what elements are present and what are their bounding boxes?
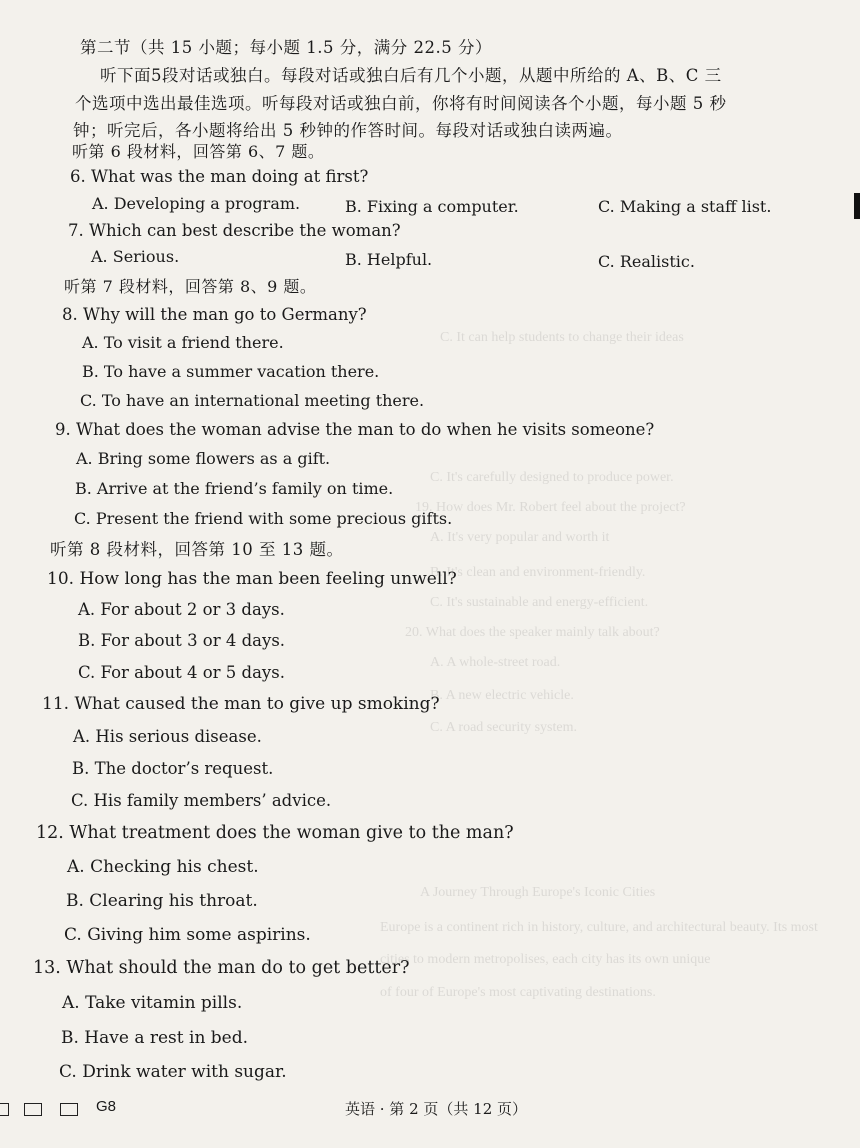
instruction-line-2: 个选项中选出最佳选项。听每段对话或独白前，你将有时间阅读各个小题，每小题 5 秒	[75, 94, 727, 113]
exam-page: C. It can help students to change their ideas C. It's carefully designed to produce power. 19. How does Mr. Robert feel about the project? A. It's very popular and worth it B. It's clean and environment-friendly. C. It's sustainable and energy-efficient. 20. What does the speaker mainly talk about? A. A whole-street road. B. A new electric vehicle. C. A road security system. A Journey Through Europe's Iconic Cities Europe is a continent rich in history, culture, and architectural beauty. Its most cities to modern metropolises, each city has its own unique of four of Europe's most captivating destinations. 第二节（共 15 小题；每小题 1.5 分，满分 22.5 分） 听下面5段对话或独白。每段对话或独白后有几个小题，从题中所给的 A、B、C 三 个选项中选出最佳选项。听每段对话或独白前，你将有时间阅读各个小题，每小题 5 秒 钟；听完后，各小题将给出 5 秒钟的作答时间。每段对话或独白读两遍。 听第 6 段材料，回答第 6、7 题。 6. What was the man doing at first? A. Developing a program. B. Fixing a computer. C. Making a staff list. 7. Which can best describe the woman? A. Serious. B. Helpful. C. Realistic. 听第 7 段材料，回答第 8、9 题。 8. Why will the man go to Germany? A. To visit a friend there. B. To have a summer vacation there. C. To have an international meeting there. 9. What does the woman advise the man to do when he visits someone? A. Bring some flowers as a gift. B. Arrive at the friend’s family on time. C. Present the friend with some precious gifts. 听第 8 段材料，回答第 10 至 13 题。 10. How long has the man been feeling unwell? A. For about 2 or 3 days. B. For about 3 or 4 days. C. For about 4 or 5 days. 11. What caused the man to give up smoking? A. His serious disease. B. The doctor’s request. C. His family members’ advice. 12. What treatment does the woman give to the man? A. Checking his chest. B. Clearing his throat. C. Giving him some aspirins. 13. What should the man do to get better? A. Take vitamin pills. B. Have a rest in bed. C. Drink water with sugar. G8 英语 · 第 2 页（共 12 页）	[0, 0, 860, 1148]
option-b[interactable]: B. Clearing his throat.	[66, 891, 258, 911]
group-label: 听第 6 段材料，回答第 6、7 题。	[72, 142, 325, 161]
option-a[interactable]: A. To visit a friend there.	[82, 333, 284, 352]
option-c[interactable]: C. For about 4 or 5 days.	[78, 663, 285, 682]
option-a[interactable]: A. Serious.	[91, 247, 180, 266]
option-b[interactable]: B. Have a rest in bed.	[61, 1028, 249, 1048]
option-b[interactable]: B. Helpful.	[345, 250, 433, 269]
option-a[interactable]: A. Checking his chest.	[67, 857, 259, 877]
question-stem: 6. What was the man doing at first?	[70, 167, 369, 186]
question-stem: 9. What does the woman advise the man to do when he visits someone?	[55, 420, 655, 439]
question-stem: 7. Which can best describe the woman?	[68, 221, 401, 240]
answer-box	[24, 1103, 42, 1116]
instruction-line-1: 听下面5段对话或独白。每段对话或独白后有几个小题，从题中所给的 A、B、C 三	[100, 66, 722, 85]
section-title: 第二节（共 15 小题；每小题 1.5 分，满分 22.5 分）	[80, 38, 492, 57]
question-stem: 13. What should the man do to get better?	[33, 958, 410, 978]
group-label: 听第 8 段材料，回答第 10 至 13 题。	[50, 540, 344, 559]
question-stem: 8. Why will the man go to Germany?	[62, 305, 367, 324]
option-b[interactable]: B. Arrive at the friend’s family on time.	[75, 479, 394, 498]
option-b[interactable]: B. The doctor’s request.	[72, 759, 274, 778]
answer-box	[60, 1103, 78, 1116]
option-b[interactable]: B. For about 3 or 4 days.	[78, 631, 286, 650]
page-number: 英语 · 第 2 页（共 12 页）	[345, 1100, 528, 1118]
option-a[interactable]: A. For about 2 or 3 days.	[78, 600, 285, 619]
answer-box	[0, 1103, 9, 1116]
option-c[interactable]: C. Drink water with sugar.	[59, 1062, 287, 1082]
group-label: 听第 7 段材料，回答第 8、9 题。	[64, 277, 317, 296]
option-c[interactable]: C. To have an international meeting there.	[80, 391, 425, 410]
instruction-line-3: 钟；听完后，各小题将给出 5 秒钟的作答时间。每段对话或独白读两遍。	[73, 121, 623, 140]
option-c[interactable]: C. Present the friend with some precious gifts.	[74, 509, 453, 528]
option-b[interactable]: B. To have a summer vacation there.	[82, 362, 380, 381]
page-edge-marker	[854, 193, 860, 219]
question-stem: 10. How long has the man been feeling unwell?	[47, 569, 457, 589]
question-stem: 11. What caused the man to give up smoking?	[42, 694, 440, 714]
option-a[interactable]: A. Bring some flowers as a gift.	[76, 449, 331, 468]
option-c[interactable]: C. His family members’ advice.	[71, 791, 332, 810]
option-b[interactable]: B. Fixing a computer.	[345, 197, 519, 216]
option-a[interactable]: A. Developing a program.	[92, 194, 301, 213]
question-stem: 12. What treatment does the woman give to the man?	[36, 823, 514, 843]
option-a[interactable]: A. His serious disease.	[73, 727, 262, 746]
option-c[interactable]: C. Realistic.	[598, 252, 695, 271]
paper-code: G8	[96, 1098, 117, 1115]
option-c[interactable]: C. Giving him some aspirins.	[64, 925, 311, 945]
option-a[interactable]: A. Take vitamin pills.	[62, 993, 243, 1013]
option-c[interactable]: C. Making a staff list.	[598, 197, 772, 216]
